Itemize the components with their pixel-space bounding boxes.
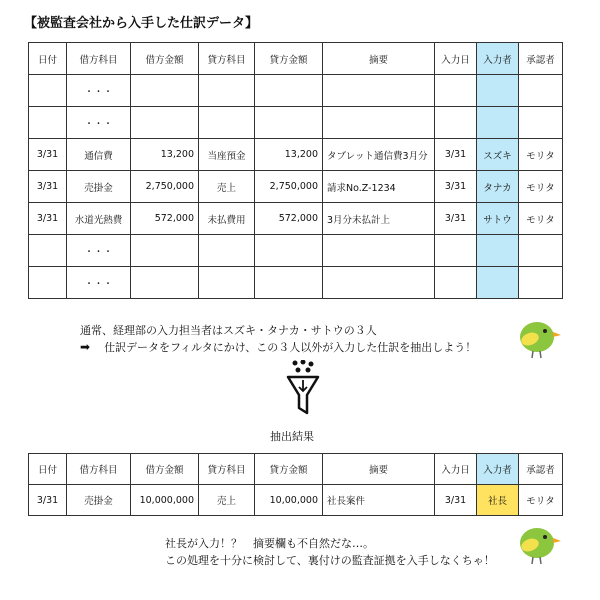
table-cell xyxy=(131,267,199,299)
column-header: 貸方科目 xyxy=(199,454,255,485)
table-cell xyxy=(29,75,67,107)
table-cell: 3/31 xyxy=(435,485,477,516)
table-cell xyxy=(519,107,563,139)
column-header: 摘要 xyxy=(323,454,435,485)
table-cell: 13,200 xyxy=(131,139,199,171)
table-cell xyxy=(29,267,67,299)
table-row xyxy=(29,139,563,171)
conclusion-message xyxy=(165,535,495,569)
table-cell xyxy=(29,235,67,267)
table-cell xyxy=(255,75,323,107)
table-cell: 未払費用 xyxy=(199,203,255,235)
table-cell xyxy=(519,75,563,107)
table-row xyxy=(29,75,563,107)
column-header: 入力者 xyxy=(477,43,519,75)
table-cell: ・・・ xyxy=(67,75,131,107)
column-header: 日付 xyxy=(29,43,67,75)
arrow-right-icon: ➡ xyxy=(80,340,91,354)
table-row xyxy=(29,171,563,203)
table-cell: モリタ xyxy=(519,171,563,203)
table-row xyxy=(29,267,563,299)
page-title: 【被監査会社から入手した仕訳データ】 xyxy=(24,16,259,31)
table-cell xyxy=(29,107,67,139)
column-header: 貸方科目 xyxy=(199,43,255,75)
table-cell: 10,000,000 xyxy=(131,485,199,516)
table-cell: 社長 xyxy=(477,485,519,516)
table-cell: 2,750,000 xyxy=(131,171,199,203)
table-row xyxy=(29,107,563,139)
table-cell: 13,200 xyxy=(255,139,323,171)
table-cell xyxy=(323,107,435,139)
column-header: 貸方金額 xyxy=(255,43,323,75)
table-cell: モリタ xyxy=(519,203,563,235)
table-header-row xyxy=(29,454,563,485)
table-cell: 売上 xyxy=(199,485,255,516)
table-cell xyxy=(255,235,323,267)
column-header: 借方金額 xyxy=(131,454,199,485)
table-cell xyxy=(435,107,477,139)
column-header: 借方科目 xyxy=(67,43,131,75)
table-cell: 572,000 xyxy=(255,203,323,235)
table-cell xyxy=(131,107,199,139)
table-cell: 3/31 xyxy=(29,203,67,235)
table-cell xyxy=(519,267,563,299)
column-header: 承認者 xyxy=(519,43,563,75)
column-header: 借方金額 xyxy=(131,43,199,75)
table-cell: ・・・ xyxy=(67,267,131,299)
instruction-message xyxy=(80,322,476,356)
funnel-filter-icon xyxy=(286,360,320,418)
column-header: 借方科目 xyxy=(67,454,131,485)
table-cell: タブレット通信費3月分 xyxy=(323,139,435,171)
table-cell: ・・・ xyxy=(67,235,131,267)
table-cell xyxy=(477,235,519,267)
table-cell: 2,750,000 xyxy=(255,171,323,203)
message-line: ➡ 仕訳データをフィルタにかけ、この３人以外が入力した仕訳を抽出しよう！ xyxy=(80,340,477,354)
table-cell: 3/31 xyxy=(435,171,477,203)
column-header: 入力日 xyxy=(435,43,477,75)
table-cell: 売上 xyxy=(199,171,255,203)
table-cell: 3/31 xyxy=(29,139,67,171)
table-cell: サトウ xyxy=(477,203,519,235)
table-cell: ・・・ xyxy=(67,107,131,139)
message-line: 社長が入力！？ 摘要欄も不自然だな…。 xyxy=(165,537,374,550)
table-cell: 3/31 xyxy=(435,203,477,235)
column-header: 摘要 xyxy=(323,43,435,75)
table-cell xyxy=(477,107,519,139)
table-cell: 水道光熱費 xyxy=(67,203,131,235)
table-cell xyxy=(435,267,477,299)
table-cell xyxy=(199,235,255,267)
table-cell: 10,00,000 xyxy=(255,485,323,516)
table-cell xyxy=(323,267,435,299)
table-row xyxy=(29,203,563,235)
table-cell xyxy=(323,235,435,267)
table-cell xyxy=(131,75,199,107)
table-cell xyxy=(199,107,255,139)
table-cell xyxy=(255,267,323,299)
message-line: この処理を十分に検討して、裏付けの監査証拠を入手しなくちゃ！ xyxy=(165,554,495,567)
bird-icon xyxy=(515,315,567,359)
journal-data-table xyxy=(28,42,563,299)
table-cell: モリタ xyxy=(519,485,563,516)
table-cell xyxy=(477,267,519,299)
table-header-row xyxy=(29,43,563,75)
table-row xyxy=(29,485,563,516)
message-line: 通常、経理部の入力担当者はスズキ・タナカ・サトウの３人 xyxy=(80,324,377,337)
table-cell: 当座預金 xyxy=(199,139,255,171)
table-row xyxy=(29,235,563,267)
table-cell: 通信費 xyxy=(67,139,131,171)
table-cell: 売掛金 xyxy=(67,171,131,203)
extraction-result-table xyxy=(28,453,563,516)
table-cell: タナカ xyxy=(477,171,519,203)
column-header: 承認者 xyxy=(519,454,563,485)
table-cell xyxy=(323,75,435,107)
table-cell: 3/31 xyxy=(435,139,477,171)
table-cell: 請求No.Z-1234 xyxy=(323,171,435,203)
table-cell xyxy=(131,235,199,267)
result-label: 抽出結果 xyxy=(270,430,314,443)
column-header: 入力日 xyxy=(435,454,477,485)
table-cell xyxy=(519,235,563,267)
table-cell xyxy=(435,235,477,267)
table-cell: 572,000 xyxy=(131,203,199,235)
table-cell: 売掛金 xyxy=(67,485,131,516)
table-cell: 3/31 xyxy=(29,171,67,203)
column-header: 日付 xyxy=(29,454,67,485)
bird-icon xyxy=(515,521,567,565)
table-cell: スズキ xyxy=(477,139,519,171)
column-header: 入力者 xyxy=(477,454,519,485)
column-header: 貸方金額 xyxy=(255,454,323,485)
table-cell: 社長案件 xyxy=(323,485,435,516)
table-cell xyxy=(255,107,323,139)
table-cell xyxy=(199,267,255,299)
table-cell xyxy=(477,75,519,107)
table-cell xyxy=(435,75,477,107)
table-cell: モリタ xyxy=(519,139,563,171)
table-cell xyxy=(199,75,255,107)
table-cell: 3/31 xyxy=(29,485,67,516)
table-cell: 3月分未払計上 xyxy=(323,203,435,235)
